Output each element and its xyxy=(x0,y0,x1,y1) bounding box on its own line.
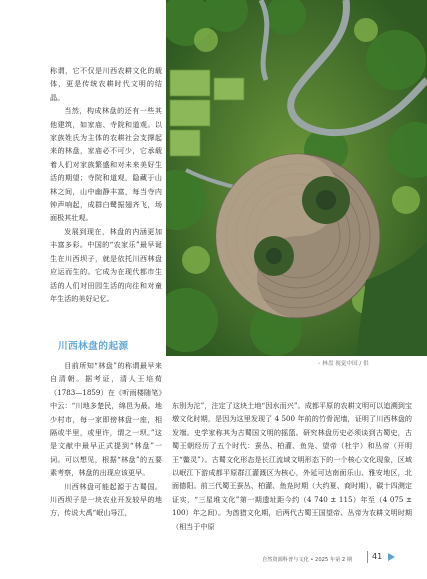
footer-divider xyxy=(367,551,368,563)
paragraph: 目前所知“林盘”的称谓最早来自清朝。据考证，清人王培荀（1783—1859）在《听雨楼随笔》中云：“川地多楚民，绵邑为最。地少村市，每一家即傍林盘一座，相隔或半里，或里许，谓之一坝。”这是文献中最早正式提到“林盘”一词。可以想见，根据“林盘”的五要素考察，林盘的出现应该更早。 xyxy=(50,361,162,478)
left-text-column xyxy=(50,64,162,305)
aerial-photo xyxy=(166,0,427,356)
left-text-column-lower xyxy=(50,359,162,520)
footer-journal: 自然资源科普与文化 • 2025 年第 2 期 xyxy=(262,557,353,563)
page-marker-icon xyxy=(388,553,395,561)
page-number: 41 xyxy=(372,552,383,561)
section-heading: 川西林盘的起源 xyxy=(58,341,129,352)
linpan-aerial-image xyxy=(166,0,427,356)
right-text-column xyxy=(172,399,412,533)
photo-caption xyxy=(318,359,369,367)
caption-text: 林盘 视觉中国 / 供 xyxy=(322,361,369,367)
paragraph: 东别为沱”，注定了这块土地“因水而兴”。成都平原的农耕文明可以追溯到宝墩文化时期，是因为这里发现了 4 500 年前的竹骨泥墙，证明了川西林盘的发端。史学家称其为古蜀国文明的摇篮。研究林盘历史必须谈到古蜀史，古蜀王朝经历了五个时代：蚕丛、柏灌、鱼凫、望帝（杜宇）和丛帝（开明王“鳖灵”）。古蜀文化形态是长江流域文明形态下的一个核心文化现象，区域以岷江下游成都平原群江灌溉区为核心，外延可达南面乐山、雅安地区，北面德阳。前三代蜀王蚕丛、柏灌、鱼凫时期（大约夏、商时期），碳十四测定证实，“三星堆文化”第一期遗址距今约（4 740 ± 115）年至（4 075 ± 100）年之间）。为酋猎文化期，后两代古蜀王国望帝、丛帝为农耕文明时期（相当于中原 xyxy=(172,401,412,531)
paragraph: 当然，构成林盘的还有一些其他建筑，如家庙、寺院和道观。以家族姓氏为主体的农耕社会支撑起来的林盘，家庙必不可少，它承载着人们对家族繁盛和对未来美好生活的期望；寺院和道观，隐藏于山林之间，山中幽静丰富，每当寺内钟声响起，成群白鹭振翅齐飞，场面极其壮观。 xyxy=(50,106,162,223)
paragraph: 发展到现在，林盘的内涵更加丰富多彩。中国的“农家乐”最早诞生在川西坝子，就是依托川西林盘应运而生的。它成为在现代都市生活的人们对田园生活的向往和对童年生活的美好记忆。 xyxy=(50,226,162,303)
caption-arrow-icon: › xyxy=(318,361,321,367)
paragraph: 川西林盘可能起源于古蜀国。川西坝子是一块农业开发较早的地方，传说大禹“岷山导江， xyxy=(50,481,162,518)
paragraph: 称谓，它不仅是川西农耕文化的载体，更是传统农耕时代文明的结晶。 xyxy=(50,66,162,102)
